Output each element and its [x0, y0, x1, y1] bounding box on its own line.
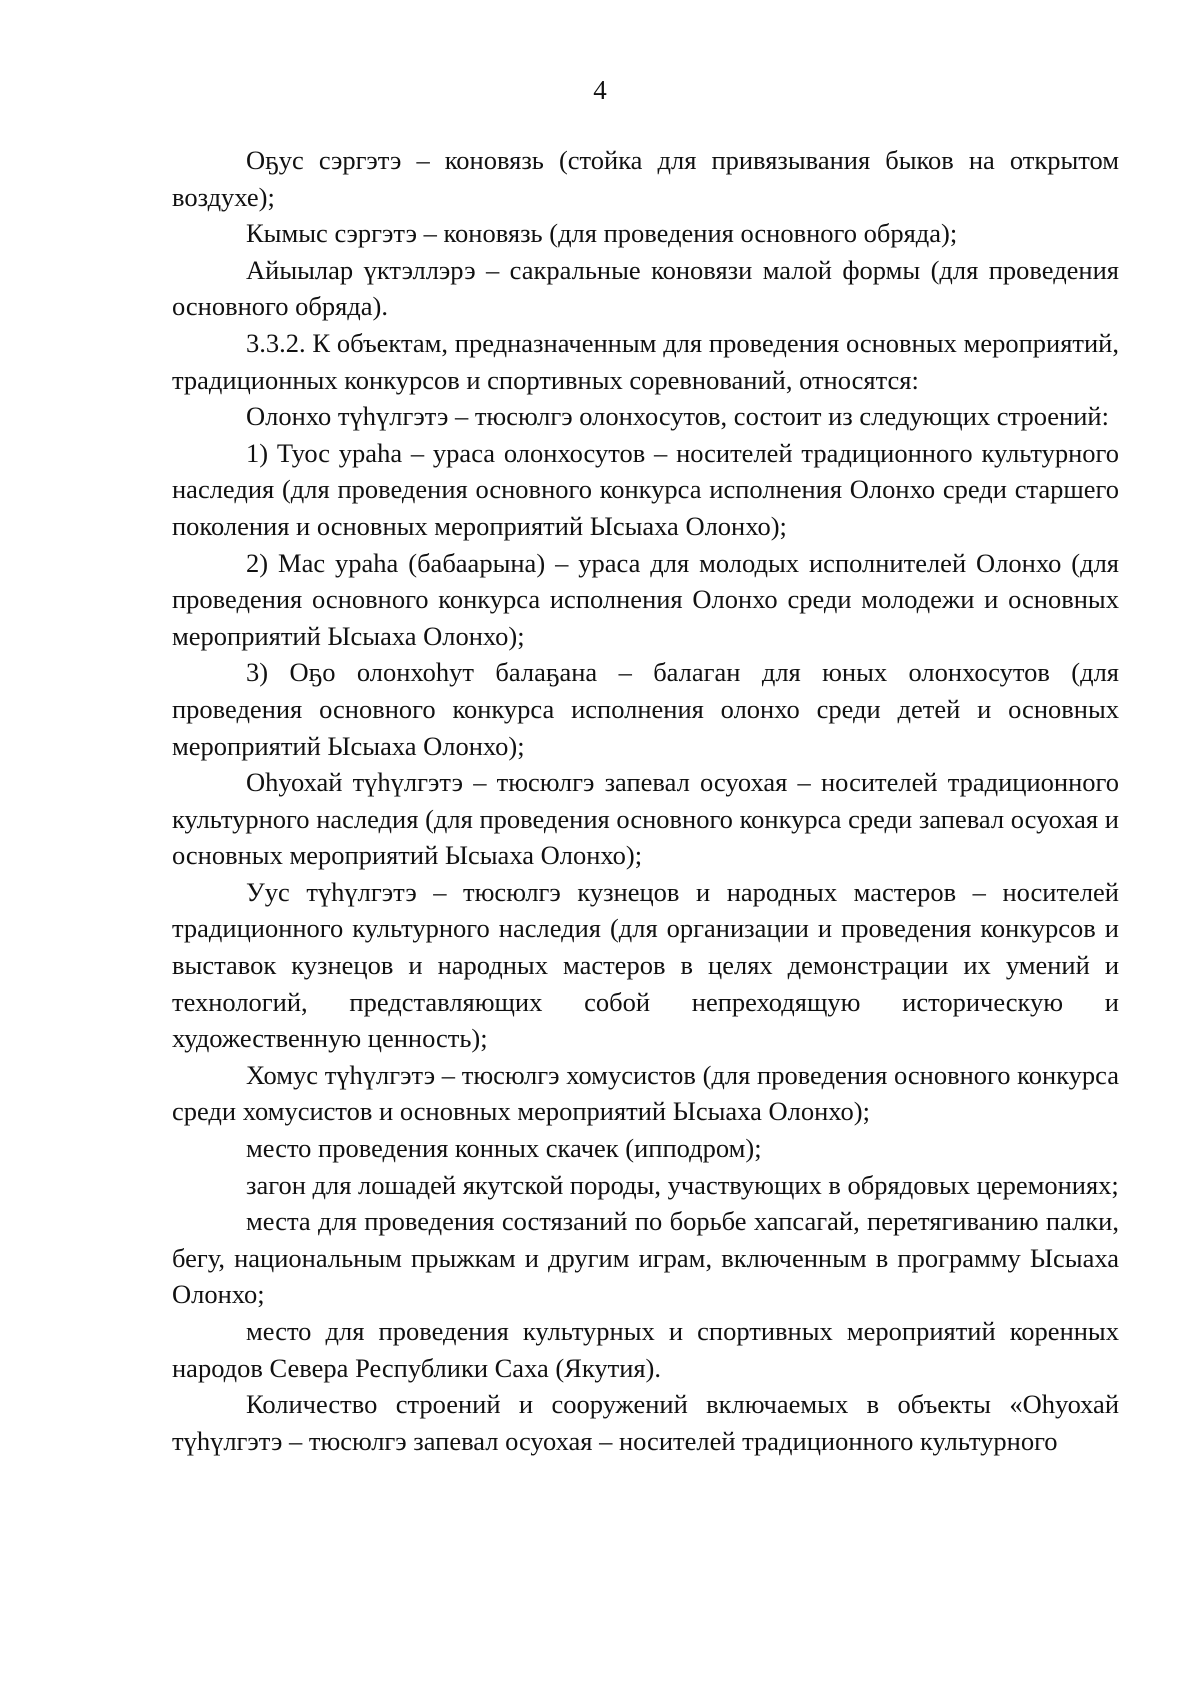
paragraph-horse-pen: загон для лошадей якутской породы, участвующих в обрядовых церемониях; [246, 1169, 1119, 1200]
paragraph-kymys-serge: Кымыс сэргэтэ – коновязь (для проведения основного обряда); [246, 218, 958, 249]
paragraph-khomus-tusulgete: Хомус түһүлгэтэ – тюсюлгэ хомусистов (для проведения основного конкурса среди хомусистов и основных мероприятий Ысыаха Олонхо); [172, 1059, 1119, 1127]
document-body [172, 142, 1119, 1459]
paragraph-ogus-serge: Оҕус сэргэтэ – коновязь (стойка для привязывания быков на открытом воздухе); [172, 145, 1119, 212]
paragraph-competition-places: места для проведения состязаний по борьбе хапсагай, перетягиванию палки, бегу, национальным прыжкам и другим играм, включенным в программу Ысыаха Олонхо; [172, 1206, 1119, 1310]
paragraph-section-3-3-2: 3.3.2. К объектам, предназначенным для проведения основных мероприятий, традиционных конкурсов и спортивных соревнований, относятся: [172, 327, 1119, 395]
paragraph-item-3-ogo-olonkhohut: 3) Оҕо олонхоһут балаҕана – балаган для юных олонхосутов (для проведения основного конкурса исполнения олонхо среди детей и основных мероприятий Ысыаха Олонхо); [172, 657, 1119, 761]
paragraph-item-2-mas-uraha: 2) Мас ураһа (бабаарына) – ураса для молодых исполнителей Олонхо (для проведения основного конкурса исполнения Олонхо среди молодежи и основных мероприятий Ысыаха Олонхо); [172, 547, 1119, 651]
paragraph-uus-tusulgete: Уус түһүлгэтэ – тюсюлгэ кузнецов и народных мастеров – носителей традиционного культурного наследия (для организации и проведения конкурсов и выставок кузнецов и народных мастеров в целях демонстрации их умений и технологий, представляющих собой непреходящую историческую и художественную ценность); [172, 876, 1119, 1054]
paragraph-number-of-structures: Количество строений и сооружений включаемых в объекты «Оһуохай түһүлгэтэ – тюсюлгэ запевал осуохая – носителей традиционного культурного [172, 1389, 1119, 1456]
page-number: 4 [593, 75, 607, 105]
paragraph-item-1-tuos-uraha: 1) Туос ураһа – ураса олонхосутов – носителей традиционного культурного наследия (для проведения основного конкурса исполнения Олонхо среди старшего поколения и основных мероприятий Ысыаха Олонхо); [172, 437, 1119, 541]
paragraph-hippodrome: место проведения конных скачек (ипподром); [246, 1133, 762, 1164]
paragraph-olonkho-tusulgete: Олонхо түһүлгэтэ – тюсюлгэ олонхосутов, состоит из следующих строений: [246, 401, 1109, 432]
paragraph-ohuokhai-tusulgete: Оһуохай түһүлгэтэ – тюсюлгэ запевал осуохая – носителей традиционного культурного наследия (для проведения основного конкурса среди запевал осуохая и основных мероприятий Ысыаха Олонхо); [172, 767, 1119, 871]
paragraph-aiyylar-uktellere: Айыылар үктэллэрэ – сакральные коновязи малой формы (для проведения основного обряда). [172, 254, 1119, 322]
paragraph-northern-peoples-events: место для проведения культурных и спортивных мероприятий коренных народов Севера Республики Саха (Якутия). [172, 1316, 1119, 1383]
